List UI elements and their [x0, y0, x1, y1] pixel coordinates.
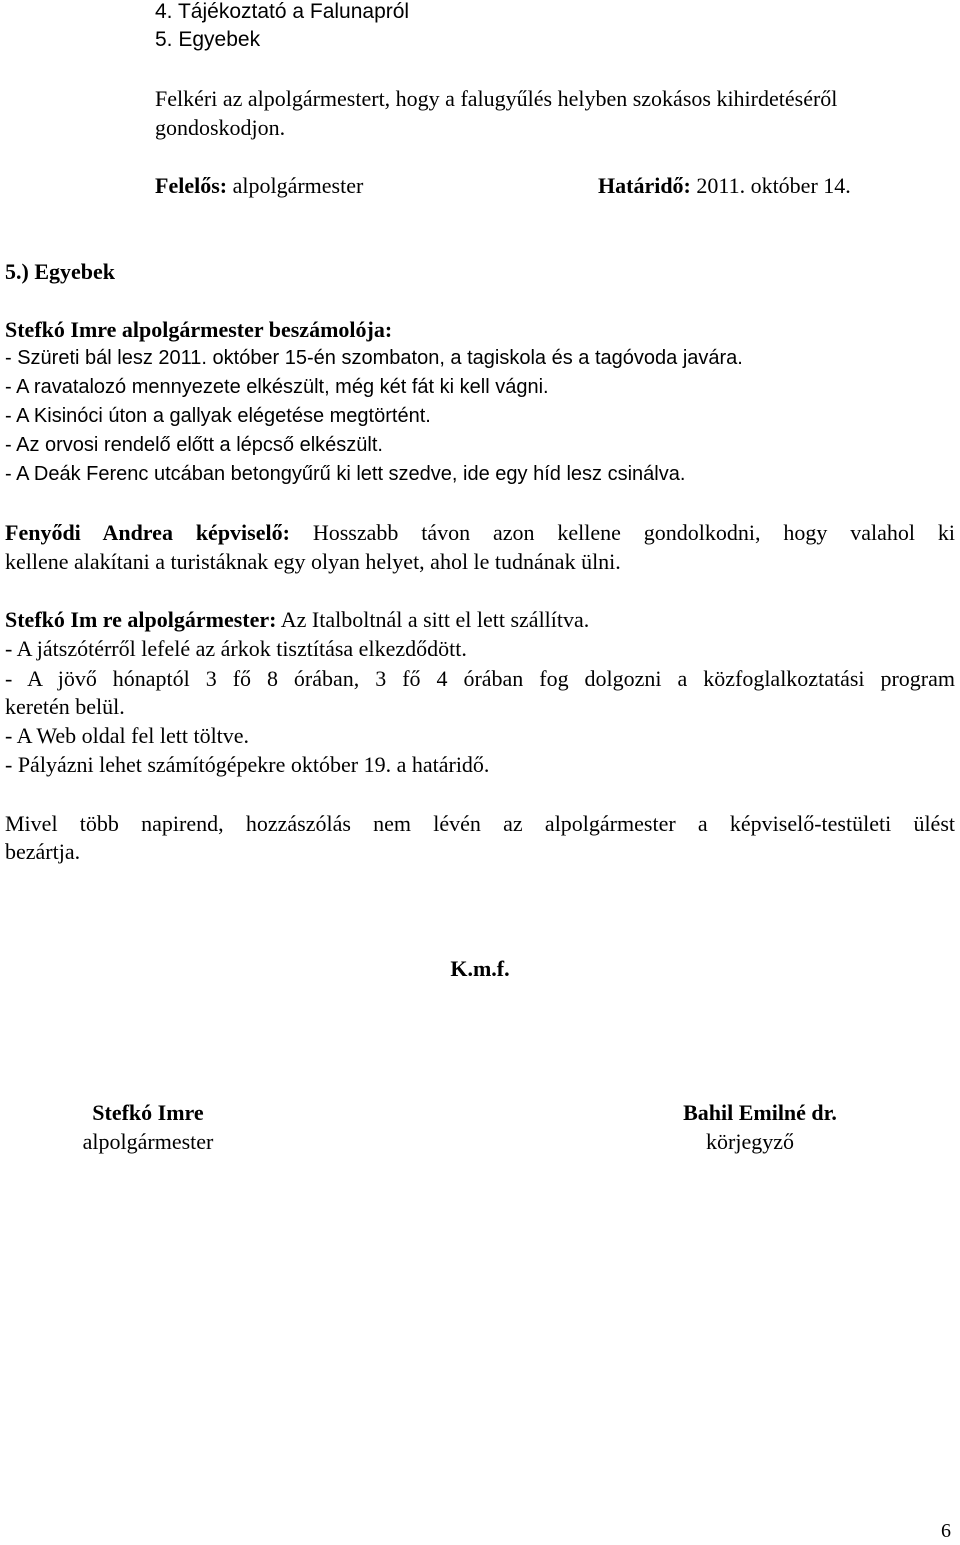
responsible-row [155, 172, 363, 200]
agenda-item-4: 4. Tájékoztató a Falunapról [155, 0, 410, 23]
right-signatory-title: körjegyző [706, 1129, 794, 1154]
kmf-label: K.m.f. [450, 956, 510, 981]
stefko-speaker: Stefkó Im re alpolgármester: [5, 607, 277, 632]
closing-line1: Mivel több napirend, hozzászólás nem lévén az alpolgármester a képviselő-testületi ülést [5, 811, 955, 836]
responsible-label: Felelős: [155, 173, 228, 198]
closing-line2: bezártja. [5, 839, 81, 864]
request-text-line2: gondoskodjon. [155, 115, 286, 140]
fenyodi-paragraph-line1 [5, 518, 955, 547]
page-number: 6 [941, 1520, 951, 1542]
stefko-item-long-cont: keretén belül. [5, 694, 125, 719]
report-title: Stefkó Imre alpolgármester beszámolója: [5, 317, 393, 342]
fenyodi-text: Hosszabb távon azon kellene gondolkodni, hogy valahol ki [312, 520, 955, 545]
fenyodi-paragraph-line2: kellene alakítani a turistáknak egy olyan helyet, ahol le tudnának ülni. [5, 549, 621, 574]
stefko-item-long: - A jövő hónaptól 3 fő 8 órában, 3 fő 4 órában fog dolgozni a közfoglalkoztatási program [5, 666, 955, 691]
deadline-label: Határidő: [598, 173, 691, 198]
stefko-item: - A játszótérről lefelé az árkok tisztítása elkezdődött. [5, 636, 467, 661]
fenyodi-speaker: Fenyődi Andrea képviselő: [5, 520, 290, 545]
left-signatory-name: Stefkó Imre [92, 1100, 204, 1125]
stefko-item: - A Web oldal fel lett töltve. [5, 723, 250, 748]
left-signatory-title: alpolgármester [82, 1129, 214, 1154]
report-item: - A Deák Ferenc utcában betongyűrű ki lett szedve, ide egy híd lesz csinálva. [5, 463, 686, 485]
right-signatory-name: Bahil Emilné dr. [683, 1100, 837, 1125]
report-item: - A Kisinóci úton a gallyak elégetése megtörtént. [5, 405, 431, 427]
report-item: - A ravatalozó mennyezete elkészült, még két fát ki kell vágni. [5, 376, 549, 398]
agenda-item-5: 5. Egyebek [155, 28, 261, 51]
request-text-line1: Felkéri az alpolgármestert, hogy a falugyűlés helyben szokásos kihirdetéséről [155, 86, 838, 111]
report-item: - Szüreti bál lesz 2011. október 15-én szombaton, a tagiskola és a tagóvoda javára. [5, 347, 743, 369]
report-item: - Az orvosi rendelő előtt a lépcső elkészült. [5, 434, 383, 456]
section-heading: 5.) Egyebek [5, 259, 115, 284]
deadline-row [598, 172, 851, 200]
deadline-value: 2011. október 14. [696, 173, 851, 198]
stefko-first-text: Az Italboltnál a sitt el lett szállítva. [280, 607, 590, 632]
responsible-value: alpolgármester [232, 173, 364, 198]
stefko-item: - Pályázni lehet számítógépekre október 19. a határidő. [5, 752, 490, 777]
stefko-first-line [5, 606, 589, 634]
